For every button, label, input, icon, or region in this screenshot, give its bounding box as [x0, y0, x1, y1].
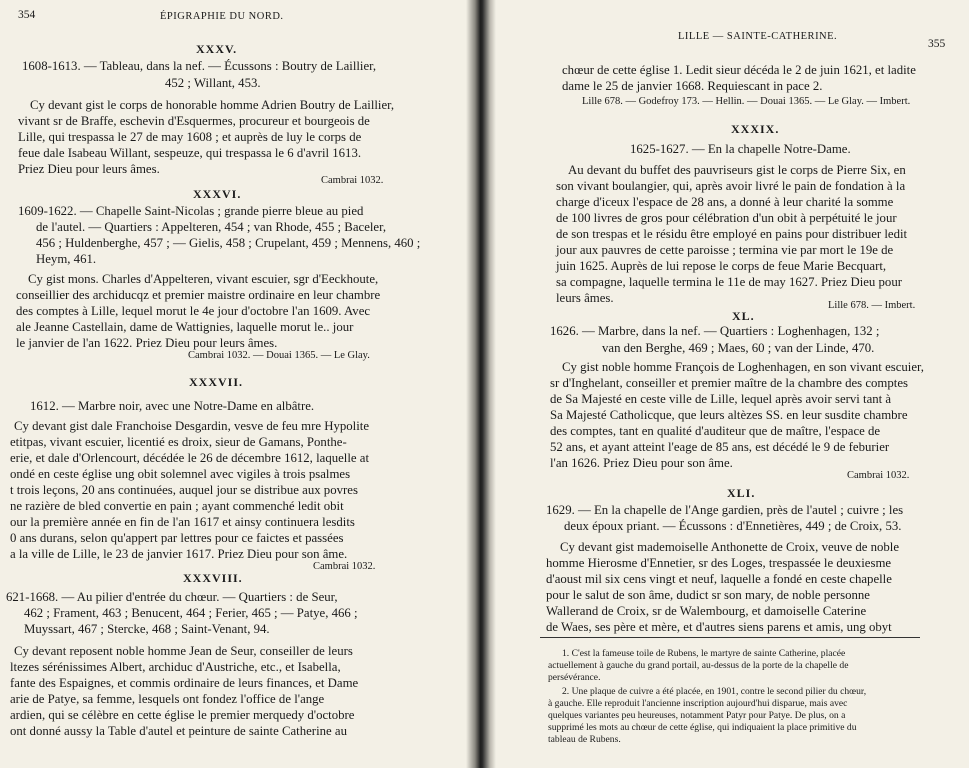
source-reference: Cambrai 1032.	[321, 175, 384, 186]
text-line: Priez Dieu pour leurs âmes.	[18, 162, 160, 176]
section-number: XXXIX.	[731, 122, 780, 136]
text-line: conseillier des archiducqz et premier maistre ordinaire en leur chambre	[16, 288, 381, 302]
footnote-line: 2. Une plaque de cuivre a été placée, en 1901, contre le second pilier du chœur,	[562, 686, 867, 697]
text-line: Cy devant reposent noble homme Jean de Seur, conseiller de leurs	[14, 644, 353, 658]
text-line: ltezes sérénissimes Albert, archiduc d'Austriche, etc., et Isabella,	[10, 660, 341, 674]
text-line: homme Hierosme d'Ennetier, sr des Loges, trespassée le deuxiesme	[546, 556, 892, 570]
section-number: XXXVIII.	[183, 571, 243, 585]
text-line: 456 ; Huldenberghe, 457 ; — Gielis, 458 ; Crupelant, 459 ; Mennens, 460 ;	[36, 236, 421, 250]
text-line: Wallerand de Croix, sr de Walembourg, et damoiselle Caterine	[546, 604, 867, 618]
text-line: ondé en ceste église ung obit solemnel avec vigiles à trois psalmes	[10, 467, 351, 481]
text-line: l'an 1626. Priez Dieu pour son âme.	[550, 456, 733, 470]
text-line: feue dale Isabeau Willant, sespeuze, qui trespassa le 6 d'avril 1613.	[18, 146, 362, 160]
text-line: Cy gist noble homme François de Loghenhagen, en son vivant escuier,	[562, 360, 924, 374]
text-line: son vivant boulangier, qui, après avoir livré le pain de fondation à la	[556, 179, 906, 193]
footnote-line: tableau de Rubens.	[548, 734, 621, 745]
text-line: Muyssart, 467 ; Stercke, 468 ; Saint-Venant, 94.	[24, 622, 270, 636]
text-line: 1625-1627. — En la chapelle Notre-Dame.	[630, 142, 851, 156]
text-line: 52 ans, et ayant atteint l'eage de 85 ans, est décédé le 9 de feburier	[550, 440, 890, 454]
text-line: charge d'iceux l'espace de 28 ans, a donné à leur charité la somme	[556, 195, 894, 209]
left-page	[0, 0, 474, 768]
text-line: juin 1625. Auprès de lui repose le corps de feue Marie Becquart,	[556, 259, 887, 273]
text-line: ale Jeanne Castellain, dame de Wattignies, laquelle morut le.. jour	[16, 320, 354, 334]
section-number: XXXVI.	[193, 187, 242, 201]
text-line: pour le salut de son âme, dudict sr son mary, de noble personne	[546, 588, 870, 602]
running-head: ÉPIGRAPHIE DU NORD.	[160, 11, 284, 22]
text-line: deux époux priant. — Écussons : d'Ennetières, 449 ; de Croix, 53.	[564, 519, 902, 533]
text-line: Sa Majesté Catholicque, que leurs altèzes SS. en leur susdite chambre	[550, 408, 908, 422]
text-line: 0 ans durans, selon qu'appert par lettres pour ce faictes et passées	[10, 531, 344, 545]
text-line: des comptes à Lille, lequel morut le 4e jour d'octobre l'an 1609. Avec	[16, 304, 371, 318]
footnote-line: persévérance.	[548, 672, 601, 683]
footnote-line: actuellement à gauche du grand portail, au-dessus de la porte de la chapelle de	[548, 660, 849, 671]
text-line: a la ville de Lille, le 23 de janvier 1617. Priez Dieu pour son âme.	[10, 547, 348, 561]
text-line: de Sa Majesté en ceste ville de Lille, lequel après avoir servi tant à	[550, 392, 892, 406]
text-line: ardien, qui se célèbre en cette église le premier merquedy d'octobre	[10, 708, 355, 722]
text-line: de l'autel. — Quartiers : Appelteren, 454 ; van Rhode, 455 ; Baceler,	[36, 220, 387, 234]
source-reference: Cambrai 1032.	[313, 561, 376, 572]
text-line: chœur de cette église 1. Ledit sieur décéda le 2 de juin 1621, et ladite	[562, 63, 916, 77]
text-line: fante des Espaignes, et commis ordinaire de leurs finances, et Dame	[10, 676, 359, 690]
text-line: t trois leçons, 20 ans continuées, auquel jour se distribue aux povres	[10, 483, 358, 497]
footnote-line: quelques variantes peu heureuses, notamment Patyr pour Patye. De plus, on a	[548, 710, 846, 721]
text-line: Cy devant gist le corps de honorable homme Adrien Boutry de Laillier,	[30, 98, 395, 112]
text-line: van den Berghe, 469 ; Maes, 60 ; van der Linde, 470.	[602, 341, 875, 355]
section-number: XLI.	[727, 486, 756, 500]
text-line: dame le 25 de janvier 1668. Requiescant in pace 2.	[562, 79, 823, 93]
text-line: 1629. — En la chapelle de l'Ange gardien, près de l'autel ; cuivre ; les	[546, 503, 904, 517]
text-line: de 100 livres de gros pour célébration d'un obit à perpétuité le jour	[556, 211, 897, 225]
source-reference: Lille 678. — Imbert.	[828, 300, 916, 311]
text-line: sr d'Inghelant, conseiller et premier maître de la chambre des comptes	[550, 376, 908, 390]
text-line: erie, et dale d'Orlencourt, décédée le 26 de décembre 1612, laquelle at	[10, 451, 370, 465]
footnote-rule	[540, 637, 920, 638]
source-reference: Cambrai 1032.	[847, 470, 910, 481]
section-number: XXXV.	[196, 42, 238, 56]
text-line: Au devant du buffet des pauvriseurs gist le corps de Pierre Six, en	[568, 163, 906, 177]
right-page	[490, 0, 969, 768]
text-line: Cy gist mons. Charles d'Appelteren, vivant escuier, sgr d'Eeckhoute,	[28, 272, 379, 286]
text-line: le janvier de l'an 1622. Priez Dieu pour leurs âmes.	[16, 336, 278, 350]
text-line: Cy devant gist dale Franchoise Desgardin, vesve de feu mre Hypolite	[14, 419, 370, 433]
text-line: vivant sr de Braffe, eschevin d'Esquermes, procureur et bourgeois de	[18, 114, 370, 128]
text-line: de Waes, ses père et mère, et d'autres siens parens et amis, ung obyt	[546, 620, 892, 634]
text-line: arie de Patye, sa femme, lesquels ont fondez l'office de l'ange	[10, 692, 325, 706]
text-line: etitpas, vivant escuier, licentié es droix, sieur de Gamans, Ponthe-	[10, 435, 347, 449]
text-line: ne razière de bled convertie en pain ; ayant commenché ledit obit	[10, 499, 344, 513]
page-number: 355	[928, 38, 946, 50]
text-line: our la première année en fin de l'an 1617 et ainsy continuera lesdits	[10, 515, 355, 529]
text-line: 621-1668. — Au pilier d'entrée du chœur. — Quartiers : de Seur,	[6, 590, 338, 604]
text-line: des comptes, tant en qualité d'auditeur que de maître, l'espace de	[550, 424, 881, 438]
source-reference: Cambrai 1032. — Douai 1365. — Le Glay.	[188, 350, 370, 361]
footnote-line: supprimé les mots au chœur de cette église, qui indiquaient la place primitive du	[548, 722, 857, 733]
text-line: Lille, qui trespassa le 27 de may 1608 ; et auprès de luy le corps de	[18, 130, 362, 144]
text-line: sa compagne, laquelle termina le 11e de may 1627. Priez Dieu pour	[556, 275, 902, 289]
text-line: 462 ; Frament, 463 ; Benucent, 464 ; Ferier, 465 ; — Patye, 466 ;	[24, 606, 358, 620]
text-line: Heym, 461.	[36, 252, 97, 266]
text-line: d'aoust mil six cens vingt et neuf, laquelle a fondé en ceste chapelle	[546, 572, 892, 586]
text-line: 1608-1613. — Tableau, dans la nef. — Écussons : Boutry de Laillier,	[22, 59, 377, 73]
text-line: Cy devant gist mademoiselle Anthonette de Croix, veuve de noble	[560, 540, 900, 554]
text-line: ont donné aussy la Table d'autel et peinture de sainte Catherine au	[10, 724, 347, 738]
section-number: XL.	[732, 309, 755, 323]
text-line: 1626. — Marbre, dans la nef. — Quartiers : Loghenhagen, 132 ;	[550, 324, 880, 338]
running-head: LILLE — SAINTE-CATHERINE.	[678, 31, 838, 42]
text-line: leurs âmes.	[556, 291, 614, 305]
text-line: 1612. — Marbre noir, avec une Notre-Dame en albâtre.	[30, 399, 315, 413]
text-line: de son trespas et le résidu être employé en pains pour distribuer ledit	[556, 227, 908, 241]
source-reference: Lille 678. — Godefroy 173. — Hellin. — Douai 1365. — Le Glay. — Imbert.	[582, 96, 911, 107]
text-line: 452 ; Willant, 453.	[165, 76, 261, 90]
text-line: 1609-1622. — Chapelle Saint-Nicolas ; grande pierre bleue au pied	[18, 204, 364, 218]
footnote-line: 1. C'est la fameuse toile de Rubens, le martyre de sainte Catherine, placée	[562, 648, 846, 659]
text-line: jour aux pauvres de cette paroisse ; termina vie par mort le 19e de	[556, 243, 894, 257]
footnote-line: à gauche. Elle reproduit l'ancienne inscription aujourd'hui disparue, mais avec	[548, 698, 848, 709]
page-number: 354	[18, 9, 36, 21]
section-number: XXXVII.	[189, 375, 244, 389]
